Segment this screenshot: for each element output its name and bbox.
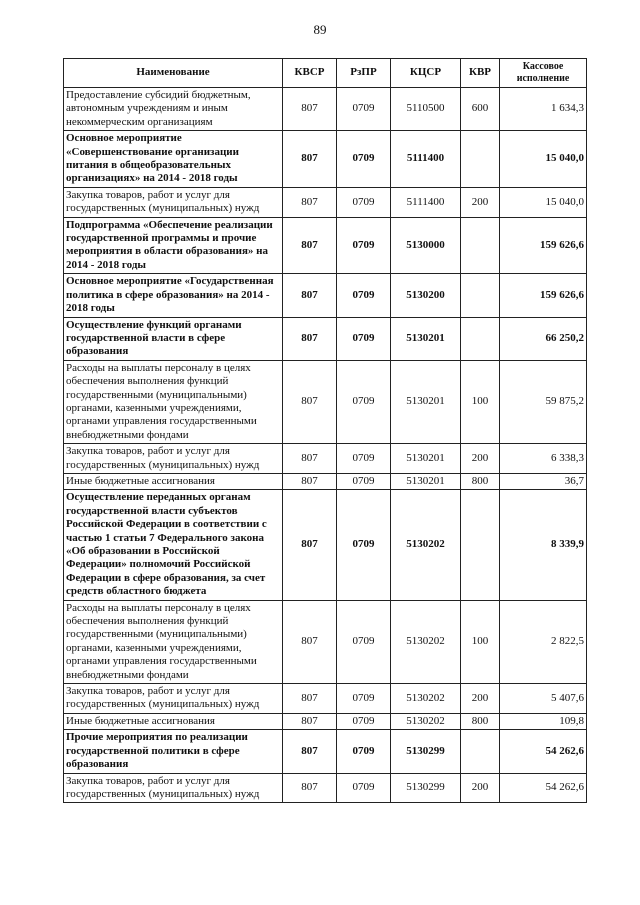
- table-header-row: [64, 59, 587, 88]
- cell-kvsr: 807: [283, 317, 337, 360]
- cell-kcsr: 5130202: [391, 600, 461, 683]
- cell-kcsr: 5111400: [391, 131, 461, 188]
- cell-name: Расходы на выплаты персоналу в целях обеспечения выполнения функций государственными (муниципальными) органами, казенными учреждениями, органами управления государственными внебюджетными фондами: [64, 600, 283, 683]
- table-row: [64, 684, 587, 714]
- cell-kvsr: 807: [283, 600, 337, 683]
- cell-name: Закупка товаров, работ и услуг для государственных (муниципальных) нужд: [64, 773, 283, 803]
- cell-kvr: [461, 131, 500, 188]
- cell-amount: 54 262,6: [500, 773, 587, 803]
- cell-rzpr: 0709: [337, 360, 391, 443]
- cell-kvr: 100: [461, 600, 500, 683]
- cell-name: Закупка товаров, работ и услуг для государственных (муниципальных) нужд: [64, 444, 283, 474]
- cell-rzpr: 0709: [337, 730, 391, 773]
- cell-amount: 1 634,3: [500, 88, 587, 131]
- column-header-kvsr: КВСР: [283, 59, 337, 88]
- cell-rzpr: 0709: [337, 600, 391, 683]
- cell-rzpr: 0709: [337, 88, 391, 131]
- cell-amount: 15 040,0: [500, 187, 587, 217]
- table-row: [64, 88, 587, 131]
- table-row: [64, 360, 587, 443]
- page-number: 89: [313, 22, 327, 37]
- table-row: [64, 274, 587, 317]
- cell-amount: 8 339,9: [500, 490, 587, 600]
- cell-rzpr: 0709: [337, 274, 391, 317]
- table-row: [64, 317, 587, 360]
- cell-rzpr: 0709: [337, 217, 391, 274]
- cell-amount: 15 040,0: [500, 131, 587, 188]
- table-body: [64, 88, 587, 803]
- cell-kcsr: 5130299: [391, 773, 461, 803]
- cell-name: Закупка товаров, работ и услуг для государственных (муниципальных) нужд: [64, 684, 283, 714]
- table-row: [64, 600, 587, 683]
- cell-rzpr: 0709: [337, 317, 391, 360]
- cell-kcsr: 5110500: [391, 88, 461, 131]
- table-row: [64, 131, 587, 188]
- cell-kcsr: 5130202: [391, 713, 461, 729]
- cell-kvr: 600: [461, 88, 500, 131]
- cell-kvr: 200: [461, 773, 500, 803]
- cell-kcsr: 5111400: [391, 187, 461, 217]
- cell-kvsr: 807: [283, 684, 337, 714]
- cell-kvsr: 807: [283, 88, 337, 131]
- cell-kvr: [461, 317, 500, 360]
- cell-rzpr: 0709: [337, 490, 391, 600]
- cell-kvr: 800: [461, 473, 500, 489]
- cell-kcsr: 5130200: [391, 274, 461, 317]
- cell-kcsr: 5130202: [391, 684, 461, 714]
- cell-amount: 54 262,6: [500, 730, 587, 773]
- cell-kvsr: 807: [283, 217, 337, 274]
- cell-amount: 5 407,6: [500, 684, 587, 714]
- cell-kvsr: 807: [283, 730, 337, 773]
- cell-kcsr: 5130201: [391, 444, 461, 474]
- table-row: [64, 773, 587, 803]
- table-row: [64, 187, 587, 217]
- column-header-kcsr: КЦСР: [391, 59, 461, 88]
- cell-amount: 2 822,5: [500, 600, 587, 683]
- cell-kcsr: 5130201: [391, 317, 461, 360]
- cell-rzpr: 0709: [337, 187, 391, 217]
- cell-kvr: 200: [461, 684, 500, 714]
- cell-kvsr: 807: [283, 274, 337, 317]
- cell-amount: 109,8: [500, 713, 587, 729]
- cell-amount: 36,7: [500, 473, 587, 489]
- cell-name: Прочие мероприятия по реализации государственной политики в сфере образования: [64, 730, 283, 773]
- cell-kvsr: 807: [283, 713, 337, 729]
- cell-amount: 66 250,2: [500, 317, 587, 360]
- cell-kvsr: 807: [283, 773, 337, 803]
- cell-kvr: [461, 730, 500, 773]
- cell-rzpr: 0709: [337, 773, 391, 803]
- cell-kvr: 200: [461, 444, 500, 474]
- cell-rzpr: 0709: [337, 473, 391, 489]
- cell-rzpr: 0709: [337, 444, 391, 474]
- column-header-rzpr: РзПР: [337, 59, 391, 88]
- budget-execution-table: [63, 58, 587, 803]
- cell-kvr: 200: [461, 187, 500, 217]
- cell-name: Подпрограмма «Обеспечение реализации государственной программы и прочие мероприятия в области образования» на 2014 - 2018 годы: [64, 217, 283, 274]
- column-header-name: Наименование: [64, 59, 283, 88]
- cell-name: Основное мероприятие «Совершенствование организации питания в общеобразовательных организациях» на 2014 - 2018 годы: [64, 131, 283, 188]
- cell-kcsr: 5130000: [391, 217, 461, 274]
- cell-amount: 6 338,3: [500, 444, 587, 474]
- cell-name: Закупка товаров, работ и услуг для государственных (муниципальных) нужд: [64, 187, 283, 217]
- cell-kcsr: 5130201: [391, 360, 461, 443]
- cell-rzpr: 0709: [337, 713, 391, 729]
- cell-name: Осуществление функций органами государственной власти в сфере образования: [64, 317, 283, 360]
- cell-name: Иные бюджетные ассигнования: [64, 713, 283, 729]
- table-row: [64, 444, 587, 474]
- cell-name: Предоставление субсидий бюджетным, автономным учреждениям и иным некоммерческим организациям: [64, 88, 283, 131]
- cell-amount: 59 875,2: [500, 360, 587, 443]
- table-row: [64, 490, 587, 600]
- cell-kvsr: 807: [283, 187, 337, 217]
- cell-kvsr: 807: [283, 490, 337, 600]
- cell-amount: 159 626,6: [500, 217, 587, 274]
- cell-rzpr: 0709: [337, 684, 391, 714]
- column-header-amount: Кассовое исполнение: [500, 59, 587, 88]
- cell-kcsr: 5130201: [391, 473, 461, 489]
- cell-kvsr: 807: [283, 444, 337, 474]
- cell-rzpr: 0709: [337, 131, 391, 188]
- cell-kvr: [461, 274, 500, 317]
- cell-kcsr: 5130299: [391, 730, 461, 773]
- table-row: [64, 217, 587, 274]
- cell-kvr: [461, 490, 500, 600]
- cell-amount: 159 626,6: [500, 274, 587, 317]
- cell-kvsr: 807: [283, 360, 337, 443]
- table-row: [64, 730, 587, 773]
- cell-kvr: 800: [461, 713, 500, 729]
- column-header-kvr: КВР: [461, 59, 500, 88]
- cell-kvr: 100: [461, 360, 500, 443]
- cell-name: Осуществление переданных органам государственной власти субъектов Российской Федерации в соответствии с частью 1 статьи 7 Федерального закона «Об образовании в Российской Федерации» полномочий Российской Федерации в сфере образования, за счет средств областного бюджета: [64, 490, 283, 600]
- table-row: [64, 473, 587, 489]
- cell-kvsr: 807: [283, 473, 337, 489]
- cell-name: Основное мероприятие «Государственная политика в сфере образования» на 2014 - 2018 годы: [64, 274, 283, 317]
- cell-kcsr: 5130202: [391, 490, 461, 600]
- cell-name: Иные бюджетные ассигнования: [64, 473, 283, 489]
- cell-name: Расходы на выплаты персоналу в целях обеспечения выполнения функций государственными (муниципальными) органами, казенными учреждениями, органами управления государственными внебюджетными фондами: [64, 360, 283, 443]
- cell-kvr: [461, 217, 500, 274]
- table-row: [64, 713, 587, 729]
- cell-kvsr: 807: [283, 131, 337, 188]
